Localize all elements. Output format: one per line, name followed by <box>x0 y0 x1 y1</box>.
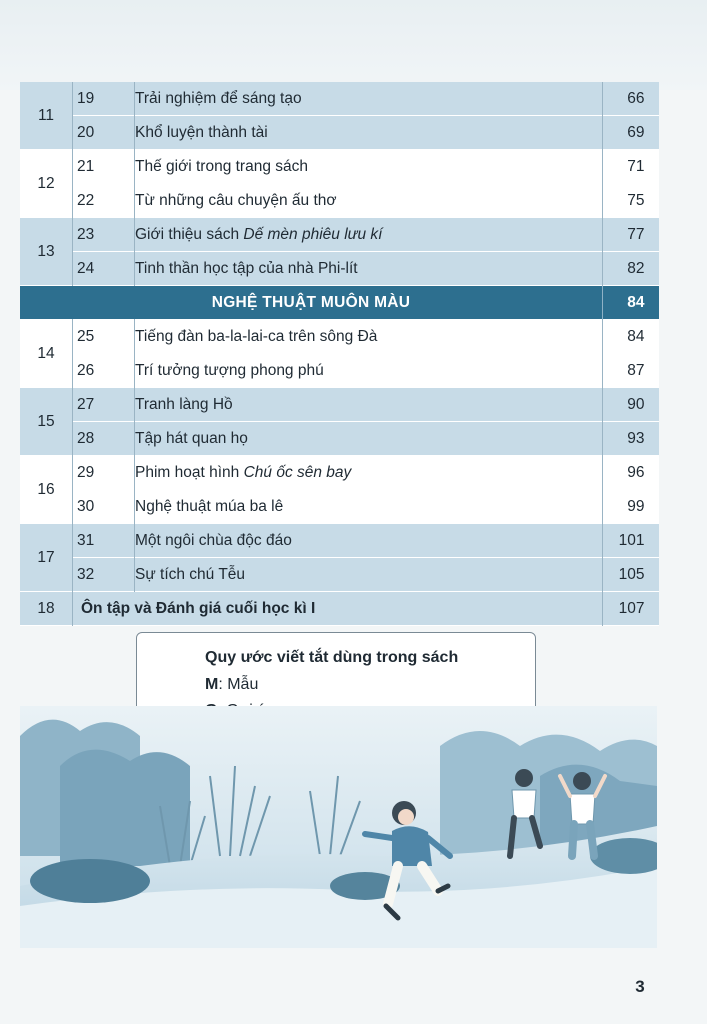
lesson-title: Từ những câu chuyện ấu thơ <box>135 184 603 218</box>
lesson-number: 19 <box>73 82 135 116</box>
page-ref: 105 <box>603 558 659 592</box>
lesson-number: 22 <box>73 184 135 218</box>
table-of-contents <box>20 82 659 626</box>
lesson-title: Tinh thần học tập của nhà Phi-lít <box>135 252 603 286</box>
week-number: 15 <box>20 388 73 456</box>
lesson-title <box>135 218 603 252</box>
page-ref: 87 <box>603 354 659 388</box>
table-row <box>20 354 659 388</box>
lesson-title: Thế giới trong trang sách <box>135 150 603 184</box>
table-row <box>20 558 659 592</box>
table-row <box>20 422 659 456</box>
week-number: 18 <box>20 592 73 626</box>
table-row <box>20 490 659 524</box>
lesson-title <box>135 456 603 490</box>
section-title: NGHỆ THUẬT MUÔN MÀU <box>20 286 603 320</box>
page-ref: 69 <box>603 116 659 150</box>
lesson-number: 28 <box>73 422 135 456</box>
section-header <box>20 286 659 320</box>
week-number: 17 <box>20 524 73 592</box>
lesson-title: Sự tích chú Tễu <box>135 558 603 592</box>
lesson-number: 24 <box>73 252 135 286</box>
lesson-number: 27 <box>73 388 135 422</box>
page-ref: 101 <box>603 524 659 558</box>
lesson-number: 32 <box>73 558 135 592</box>
page-ref: 107 <box>603 592 659 626</box>
lesson-title: Tiếng đàn ba-la-lai-ca trên sông Đà <box>135 320 603 354</box>
lesson-title: Tập hát quan họ <box>135 422 603 456</box>
page-ref: 93 <box>603 422 659 456</box>
review-title: Ôn tập và Đánh giá cuối học kì I <box>73 592 603 626</box>
page-ref: 77 <box>603 218 659 252</box>
lesson-number: 23 <box>73 218 135 252</box>
table-row <box>20 592 659 626</box>
children-running-landscape-illustration <box>20 706 657 948</box>
page-ref: 75 <box>603 184 659 218</box>
page-ref: 99 <box>603 490 659 524</box>
table-row <box>20 82 659 116</box>
week-number: 16 <box>20 456 73 524</box>
lesson-title: Một ngôi chùa độc đáo <box>135 524 603 558</box>
lesson-number: 25 <box>73 320 135 354</box>
page-ref: 71 <box>603 150 659 184</box>
lesson-title: Trải nghiệm để sáng tạo <box>135 82 603 116</box>
week-number: 11 <box>20 82 73 150</box>
lesson-title: Trí tưởng tượng phong phú <box>135 354 603 388</box>
page-ref: 84 <box>603 320 659 354</box>
note-title: Quy ước viết tắt dùng trong sách <box>205 649 459 666</box>
lesson-number: 20 <box>73 116 135 150</box>
page-number: 3 <box>635 977 645 996</box>
table-row <box>20 524 659 558</box>
lesson-title: Khổ luyện thành tài <box>135 116 603 150</box>
lesson-title-italic: Chú ốc sên bay <box>243 463 352 481</box>
week-number: 14 <box>20 320 73 388</box>
page-header-background <box>0 0 707 90</box>
table-row <box>20 184 659 218</box>
table-row <box>20 456 659 490</box>
table-row <box>20 116 659 150</box>
note-line-m: M: Mẫu <box>205 676 259 693</box>
lesson-title: Nghệ thuật múa ba lê <box>135 490 603 524</box>
lesson-number: 29 <box>73 456 135 490</box>
page-ref: 66 <box>603 82 659 116</box>
section-page: 84 <box>603 286 659 320</box>
table-row <box>20 150 659 184</box>
lesson-title: Tranh làng Hồ <box>135 388 603 422</box>
page-ref: 82 <box>603 252 659 286</box>
lesson-number: 26 <box>73 354 135 388</box>
week-number: 12 <box>20 150 73 218</box>
table-row <box>20 320 659 354</box>
page-ref: 90 <box>603 388 659 422</box>
lesson-number: 21 <box>73 150 135 184</box>
lesson-number: 30 <box>73 490 135 524</box>
lesson-title-text: Phim hoạt hình <box>135 463 244 481</box>
table-row <box>20 388 659 422</box>
table-row <box>20 252 659 286</box>
week-number: 13 <box>20 218 73 286</box>
page-ref: 96 <box>603 456 659 490</box>
lesson-number: 31 <box>73 524 135 558</box>
lesson-title-text: Giới thiệu sách <box>135 225 244 243</box>
lesson-title-italic: Dế mèn phiêu lưu kí <box>243 225 383 243</box>
table-row <box>20 218 659 252</box>
